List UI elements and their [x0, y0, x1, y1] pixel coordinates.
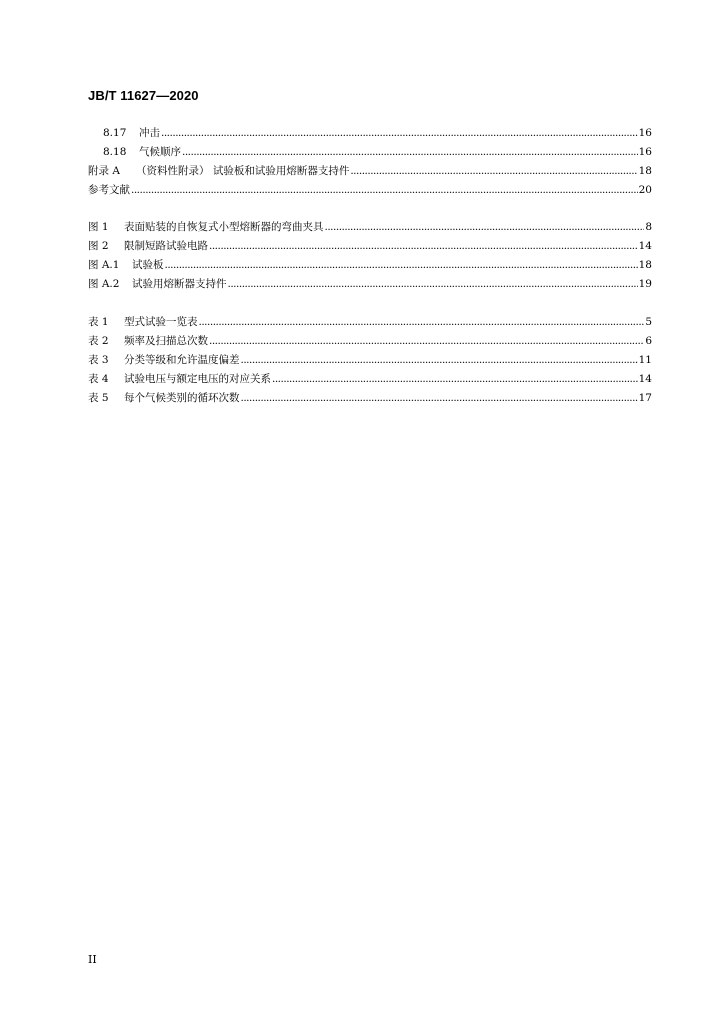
toc-entry-title: 限制短路试验电路 [124, 240, 208, 252]
toc-leader-dots [209, 335, 644, 347]
toc-entry[interactable] [88, 238, 652, 257]
toc-entry-page: 17 [638, 392, 652, 404]
toc-tables [88, 314, 652, 409]
toc-leader-dots [199, 316, 645, 328]
toc-entry[interactable] [88, 182, 652, 201]
toc-entry-number: 附录 A [88, 165, 120, 177]
toc-entry-number: 表 1 [88, 316, 109, 328]
toc-entry-title: 表面贴装的自恢复式小型熔断器的弯曲夹具 [124, 221, 324, 233]
toc-entry[interactable] [88, 163, 652, 182]
toc-entry-title: 气候顺序 [139, 146, 181, 158]
toc-entry-page: 16 [638, 127, 652, 139]
toc-entry[interactable] [88, 314, 652, 333]
toc-leader-dots [131, 184, 638, 196]
toc-leader-dots [161, 127, 638, 139]
toc-entry-page: 14 [638, 240, 652, 252]
toc-entry-page: 6 [645, 335, 652, 347]
toc-entry[interactable] [88, 352, 652, 371]
toc-entry-title: 冲击 [139, 127, 160, 139]
toc-sections [88, 125, 652, 201]
toc-entry-number: 表 5 [88, 392, 109, 404]
toc-entry-number: 表 3 [88, 354, 109, 366]
toc-entry-page: 5 [645, 316, 652, 328]
toc-entry-page: 8 [645, 221, 652, 233]
toc-entry-title: 试验电压与额定电压的对应关系 [124, 373, 271, 385]
toc-leader-dots [325, 221, 645, 233]
toc-entry-title: 型式试验一览表 [124, 316, 198, 328]
toc-entry-page: 18 [638, 259, 652, 271]
toc-leader-dots [182, 146, 638, 158]
page-number: II [88, 953, 97, 966]
toc-entry-number: 图 A.1 [88, 259, 120, 271]
toc-entry[interactable] [88, 219, 652, 238]
toc-entry-number: 8.17 [103, 127, 127, 139]
toc-entry-page: 19 [638, 278, 652, 290]
toc-leader-dots [272, 373, 638, 385]
toc-leader-dots [241, 354, 638, 366]
toc-entry[interactable] [88, 371, 652, 390]
toc-leader-dots [165, 259, 638, 271]
toc-figures [88, 219, 652, 295]
toc-leader-dots [350, 165, 637, 177]
toc-entry-number: 表 2 [88, 335, 109, 347]
toc-entry-page: 16 [638, 146, 652, 158]
toc-entry-title: （资料性附录） 试验板和试验用熔断器支持件 [136, 165, 350, 177]
toc-entry-title: 频率及扫描总次数 [124, 335, 208, 347]
toc-entry[interactable] [88, 390, 652, 409]
toc-leader-dots [241, 392, 638, 404]
toc-entry-page: 18 [638, 165, 652, 177]
toc-entry-title: 分类等级和允许温度偏差 [124, 354, 240, 366]
toc-leader-dots [228, 278, 638, 290]
toc-entry-number: 图 1 [88, 221, 109, 233]
toc-entry[interactable] [88, 257, 652, 276]
toc-entry-title: 参考文献 [88, 184, 130, 196]
toc-entry-number: 图 A.2 [88, 278, 120, 290]
toc-entry[interactable] [88, 333, 652, 352]
toc-entry-title: 试验板 [132, 259, 164, 271]
toc-entry-number: 图 2 [88, 240, 109, 252]
toc-leader-dots [209, 240, 638, 252]
toc-entry-page: 20 [638, 184, 652, 196]
toc-entry-number: 8.18 [103, 146, 127, 158]
document-code: JB/T 11627—2020 [88, 88, 199, 103]
toc-entry[interactable] [88, 144, 652, 163]
toc-entry-number: 表 4 [88, 373, 109, 385]
toc-entry-page: 11 [638, 354, 652, 366]
toc-entry[interactable] [88, 125, 652, 144]
toc-entry-title: 每个气候类别的循环次数 [124, 392, 240, 404]
toc-entry-title: 试验用熔断器支持件 [132, 278, 227, 290]
toc-entry[interactable] [88, 276, 652, 295]
toc-entry-page: 14 [638, 373, 652, 385]
